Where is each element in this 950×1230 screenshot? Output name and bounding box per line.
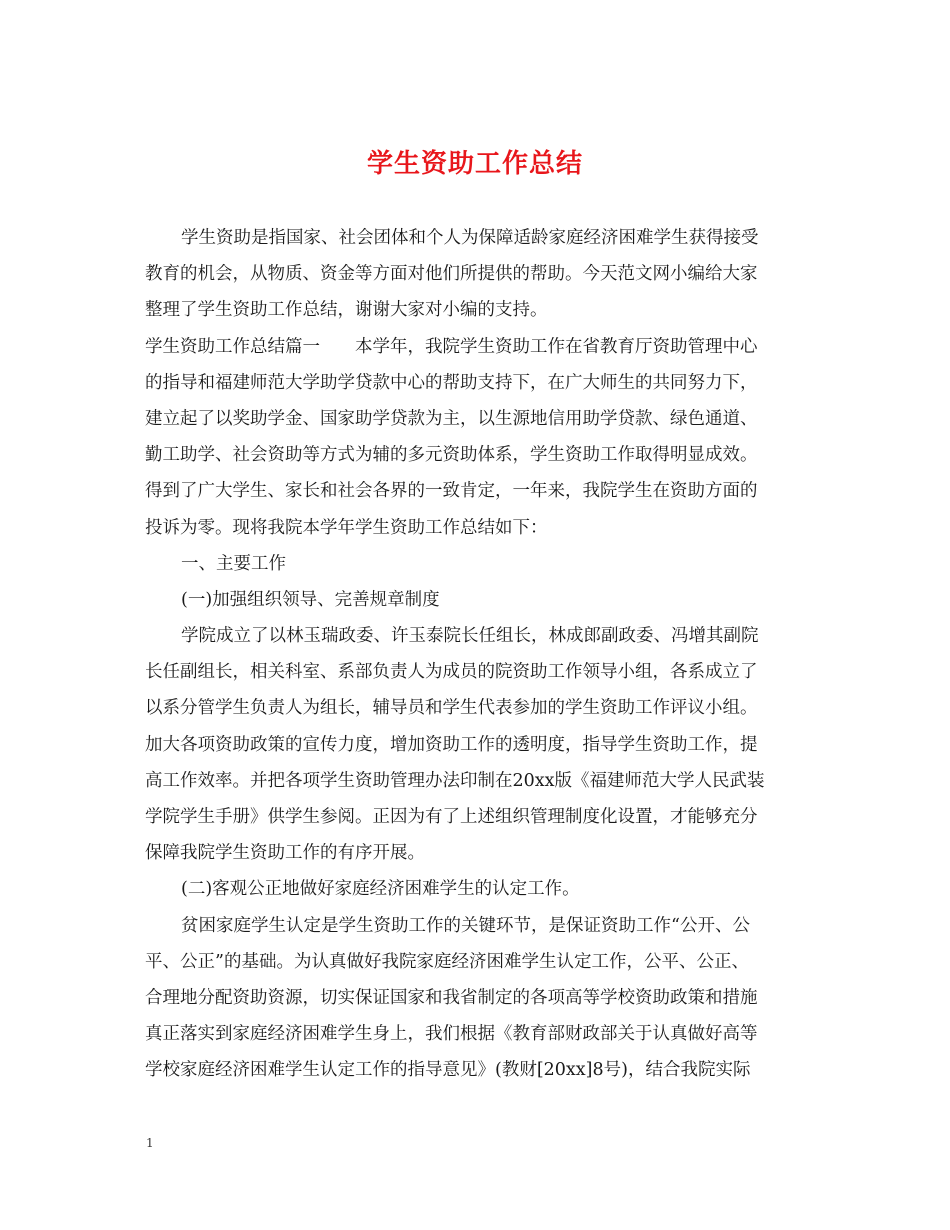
paragraph-line: 贫困家庭学生认定是学生资助工作的关键环节，是保证资助工作“公开、公 [181, 915, 750, 936]
paragraph-line: 学院成立了以林玉瑞政委、许玉泰院长任组长，林成郎副政委、冯增其副院 [181, 626, 759, 647]
section-heading: 一、主要工作 [181, 553, 286, 574]
paragraph-line: 勤工助学、社会资助等方式为辅的多元资助体系，学生资助工作取得明显成效。 [145, 445, 758, 466]
paragraph-line: 保障我院学生资助工作的有序开展。 [145, 843, 425, 864]
paragraph-line: 真正落实到家庭经济困难学生身上，我们根据《教育部财政部关于认真做好高等 [145, 1024, 758, 1045]
paragraph-line: 学生资助是指国家、社会团体和个人为保障适龄家庭经济困难学生获得接受 [181, 228, 759, 248]
paragraph-line: 的指导和福建师范大学助学贷款中心的帮助支持下，在广大师生的共同努力下， [145, 372, 758, 393]
paragraph-line: 学院学生手册》供学生参阅。正因为有了上述组织管理制度化设置，才能够充分 [145, 807, 758, 827]
subsection-heading: (二)客观公正地做好家庭经济困难学生的认定工作。 [181, 879, 580, 900]
paragraph-line: 投诉为零。现将我院本学年学生资助工作总结如下： [145, 517, 548, 538]
paragraph-line: 高工作效率。并把各项学生资助管理办法印制在20xx版《福建师范大学人民武装 [145, 770, 765, 791]
document-body [145, 220, 805, 1089]
paragraph-line: 平、公正”的基础。为认真做好我院家庭经济困难学生认定工作，公平、公正、 [145, 951, 749, 972]
paragraph-line: 整理了学生资助工作总结，谢谢大家对小编的支持。 [145, 300, 548, 321]
document-title: 学生资助工作总结 [366, 149, 583, 179]
paragraph-line: 学校家庭经济困难学生认定工作的指导意见》(教财[20xx]8号)，结合我院实际 [145, 1060, 751, 1081]
paragraph-line: 学生资助工作总结篇一 本学年，我院学生资助工作在省教育厅资助管理中心 [145, 336, 758, 357]
paragraph-line: 加大各项资助政策的宣传力度，增加资助工作的透明度，指导学生资助工作，提 [145, 734, 758, 755]
paragraph-line: 建立起了以奖助学金、国家助学贷款为主，以生源地信用助学贷款、绿色通道、 [145, 408, 758, 429]
page-number: 1 [146, 1136, 154, 1150]
paragraph-line: 得到了广大学生、家长和社会各界的一致肯定，一年来，我院学生在资助方面的 [145, 481, 758, 502]
paragraph-line: 合理地分配资助资源，切实保证国家和我省制定的各项高等学校资助政策和措施 [145, 987, 758, 1008]
paragraph-line: 教育的机会，从物质、资金等方面对他们所提供的帮助。今天范文网小编给大家 [145, 264, 758, 285]
subsection-heading: (一)加强组织领导、完善规章制度 [181, 589, 440, 610]
paragraph-line: 以系分管学生负责人为组长，辅导员和学生代表参加的学生资助工作评议小组。 [145, 698, 758, 719]
paragraph-line: 长任副组长，相关科室、系部负责人为成员的院资助工作领导小组，各系成立了 [145, 662, 758, 683]
